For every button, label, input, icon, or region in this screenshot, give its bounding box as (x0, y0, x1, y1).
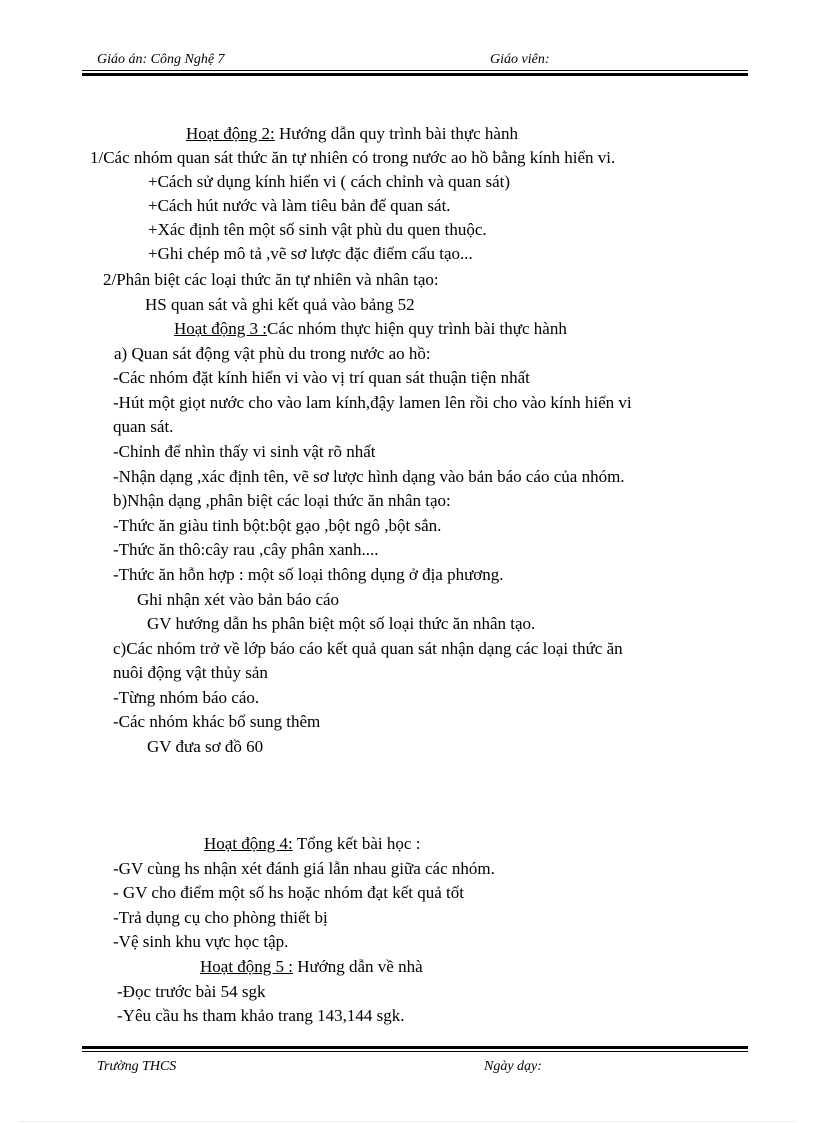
activity-5-title: Hướng dẫn về nhà (293, 957, 423, 976)
text-line: nuôi động vật thủy sản (113, 663, 268, 682)
text-line: +Cách sử dụng kính hiển vi ( cách chỉnh và quan sát) (148, 172, 511, 191)
text-line: GV hướng dẫn hs phân biệt một số loại thức ăn nhân tạo. (147, 614, 536, 633)
text-line: -Thức ăn hỗn hợp : một số loại thông dụng ở địa phương. (113, 565, 504, 584)
text-line: b)Nhận dạng ,phân biệt các loại thức ăn nhân tạo: (113, 491, 451, 510)
text-line: -Hút một giọt nước cho vào lam kính,đậy lamen lên rồi cho vào kính hiển vi (113, 393, 632, 412)
activity-4-title: Tổng kết bài học : (292, 834, 421, 853)
header-rule-thick (82, 73, 748, 76)
text-line: -GV cùng hs nhận xét đánh giá lẫn nhau giữa các nhóm. (113, 859, 495, 878)
text-line: -Vệ sinh khu vực học tập. (113, 932, 289, 951)
text-line: c)Các nhóm trở về lớp báo cáo kết quả quan sát nhận dạng các loại thức ăn (113, 639, 623, 658)
activity-5-heading (200, 957, 423, 977)
footer-school: Trường THCS (97, 1059, 177, 1074)
text-line: a) Quan sát động vật phù du trong nước ao hồ: (114, 344, 431, 363)
activity-2-title: Hướng dẫn quy trình bài thực hành (274, 124, 518, 143)
activity-3-title: Các nhóm thực hiện quy trình bài thực hành (267, 319, 567, 338)
text-line: -Thức ăn giàu tinh bột:bột gạo ,bột ngô ,bột sắn. (113, 516, 442, 535)
text-line: -Các nhóm đặt kính hiển vi vào vị trí quan sát thuận tiện nhất (113, 368, 530, 387)
header-subject: Giáo án: Công Nghệ 7 (97, 52, 225, 67)
text-line: -Từng nhóm báo cáo. (113, 688, 260, 707)
header-teacher: Giáo viên: (490, 52, 550, 67)
activity-3-heading (174, 319, 567, 339)
text-line: GV đưa sơ đồ 60 (147, 737, 264, 756)
text-line: -Chỉnh để nhìn thấy vi sinh vật rõ nhất (113, 442, 376, 461)
activity-4-heading (204, 834, 420, 854)
activity-2-heading (186, 124, 518, 144)
text-line: +Xác định tên một số sinh vật phù du quen thuộc. (148, 220, 487, 239)
text-line: -Đọc trước bài 54 sgk (117, 982, 266, 1001)
footer-date: Ngày dạy: (484, 1059, 542, 1074)
footer-rule-thick (82, 1046, 748, 1049)
text-line: Ghi nhận xét vào bản báo cáo (137, 590, 340, 609)
text-line: -Nhận dạng ,xác định tên, vẽ sơ lược hình dạng vào bản báo cáo của nhóm. (113, 467, 625, 486)
activity-5-label: Hoạt động 5 : (200, 957, 294, 976)
text-line: 2/Phân biệt các loại thức ăn tự nhiên và nhân tạo: (103, 270, 439, 289)
text-line: HS quan sát và ghi kết quả vào bảng 52 (145, 295, 415, 314)
text-line: quan sát. (113, 417, 174, 436)
text-line: 1/Các nhóm quan sát thức ăn tự nhiên có trong nước ao hồ bằng kính hiển vi. (90, 148, 616, 167)
activity-3-label: Hoạt động 3 : (174, 319, 268, 338)
text-line: -Yêu cầu hs tham khảo trang 143,144 sgk. (117, 1006, 405, 1025)
text-line: -Các nhóm khác bổ sung thêm (113, 712, 321, 731)
header-rule-thin (82, 70, 748, 71)
footer-rule-thin (82, 1051, 748, 1052)
text-line: +Ghi chép mô tả ,vẽ sơ lược đặc điểm cấu tạo... (148, 244, 473, 263)
activity-2-label: Hoạt động 2: (186, 124, 275, 143)
activity-4-label: Hoạt động 4: (204, 834, 293, 853)
text-line: - GV cho điểm một số hs hoặc nhóm đạt kết quả tốt (113, 883, 464, 902)
page-edge-dotted (20, 1121, 796, 1122)
text-line: -Thức ăn thô:cây rau ,cây phân xanh.... (113, 540, 379, 559)
text-line: +Cách hút nước và làm tiêu bản để quan sát. (148, 196, 451, 215)
text-line: -Trả dụng cụ cho phòng thiết bị (113, 908, 328, 927)
